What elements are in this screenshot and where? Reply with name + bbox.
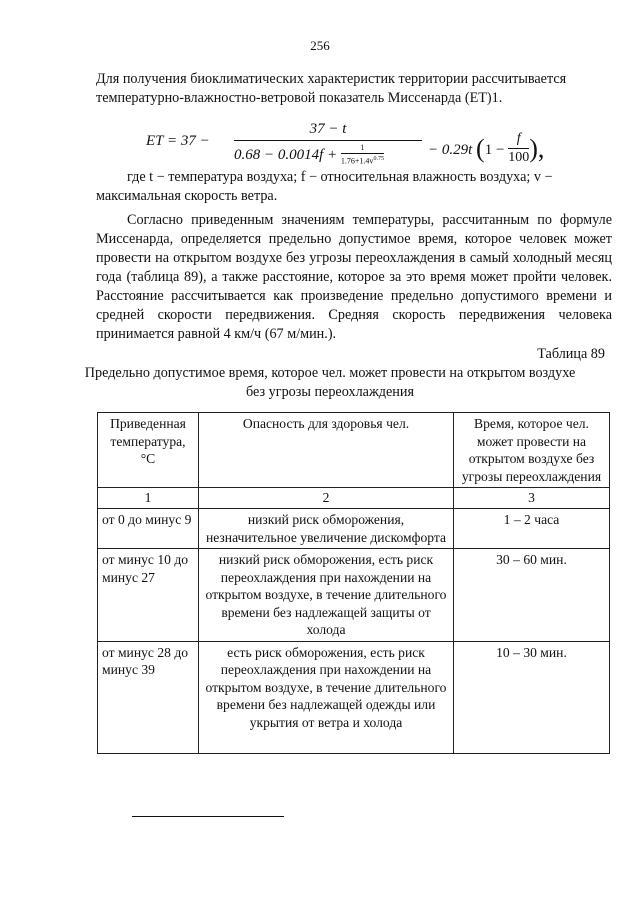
formula-lhs: ET = 37 − <box>146 133 210 149</box>
rhs-start: − 0.29t <box>428 141 473 158</box>
f-over-100-fraction <box>508 131 529 166</box>
cell-time: 10 – 30 мин. <box>454 641 610 754</box>
cell-time: 30 – 60 мин. <box>454 549 610 642</box>
where-line-2: максимальная скорость ветра. <box>96 188 278 204</box>
header-temperature: Приведенная температура, °С <box>98 413 199 488</box>
paren-open: ( <box>476 133 485 163</box>
intro-line-2: температурно-влажностно-ветровой показатель Миссенарда (ЕТ)1. <box>96 90 503 106</box>
fraction-bar <box>234 140 422 141</box>
cell-temperature: от минус 28 до минус 39 <box>98 641 199 754</box>
where-clause <box>96 168 612 206</box>
formula-numerator: 37 − t <box>309 121 347 137</box>
footnote-divider <box>132 816 284 817</box>
column-numbers-row <box>98 488 610 509</box>
small-fraction-bar <box>341 153 384 154</box>
header-time: Время, которое чел. может провести на открытом воздухе без угрозы переохлаждения <box>454 413 610 488</box>
where-line-1: где t − температура воздуха; f − относительная влажность воздуха; v − <box>127 169 553 185</box>
table-row <box>98 641 610 754</box>
small-fraction-denominator <box>341 155 384 166</box>
intro-line-1: Для получения биоклиматических характеристик территории рассчитывается <box>96 71 567 87</box>
missenard-formula <box>146 120 566 170</box>
cell-temperature: от 0 до минус 9 <box>98 509 199 549</box>
header-risk: Опасность для здоровья чел. <box>199 413 454 488</box>
denominator-start: 0.68 − 0.0014f + <box>234 146 338 163</box>
table-label: Таблица 89 <box>537 346 605 362</box>
small-den-base: 1.76+1.4v <box>340 156 374 166</box>
f-fraction-bar <box>508 148 529 149</box>
table-row <box>98 509 610 549</box>
paren-close: ), <box>529 133 545 163</box>
cell-risk: низкий риск обморожения, незначительное увеличение дискомфорта <box>199 509 454 549</box>
table-header-row <box>98 413 610 488</box>
cell-risk: низкий риск обморожения, есть риск переохлаждения при нахождении на открытом воздухе, в течение длительного времени без надлежащей защиты от холода <box>199 549 454 642</box>
table-title: Предельно допустимое время, которое чел. может провести на открытом воздухе без угрозы переохлаждения <box>84 365 576 400</box>
cell-temperature: от минус 10 до минус 27 <box>98 549 199 642</box>
col-number-2: 2 <box>199 488 454 509</box>
formula-main-fraction <box>234 120 422 167</box>
cell-time: 1 – 2 часа <box>454 509 610 549</box>
small-fraction-numerator: 1 <box>360 143 365 152</box>
cell-risk: есть риск обморожения, есть риск переохлаждения при нахождении на открытом воздухе, в течение длительного времени без надлежащей одежды или укрытия от ветра и холода <box>199 641 454 754</box>
rhs-mid: 1 − <box>484 141 505 158</box>
table-row <box>98 549 610 642</box>
table-89 <box>97 412 610 754</box>
f-denominator: 100 <box>508 150 530 165</box>
col-number-3: 3 <box>454 488 610 509</box>
page-number: 256 <box>310 38 330 53</box>
formula-small-fraction <box>341 143 384 166</box>
f-numerator: f <box>516 131 521 146</box>
body-paragraph: Согласно приведенным значениям температуры, рассчитанным по формуле Миссенарда, определяется предельно допустимое время, которое человек может провести на открытом воздухе без угрозы переохлаждения в самый холодный месяц года (таблица 89), а также расстояние, которое за это время может пройти человек. Расстояние рассчитывается как произведение предельно допустимого времени и средней скорости передвижения. Средняя скорость передвижения человека принимается равной 4 км/ч (67 м/мин.). <box>96 212 612 342</box>
small-den-exponent: 0.75 <box>373 156 384 162</box>
formula-denominator <box>234 144 422 167</box>
col-number-1: 1 <box>98 488 199 509</box>
formula-rhs <box>428 133 544 168</box>
